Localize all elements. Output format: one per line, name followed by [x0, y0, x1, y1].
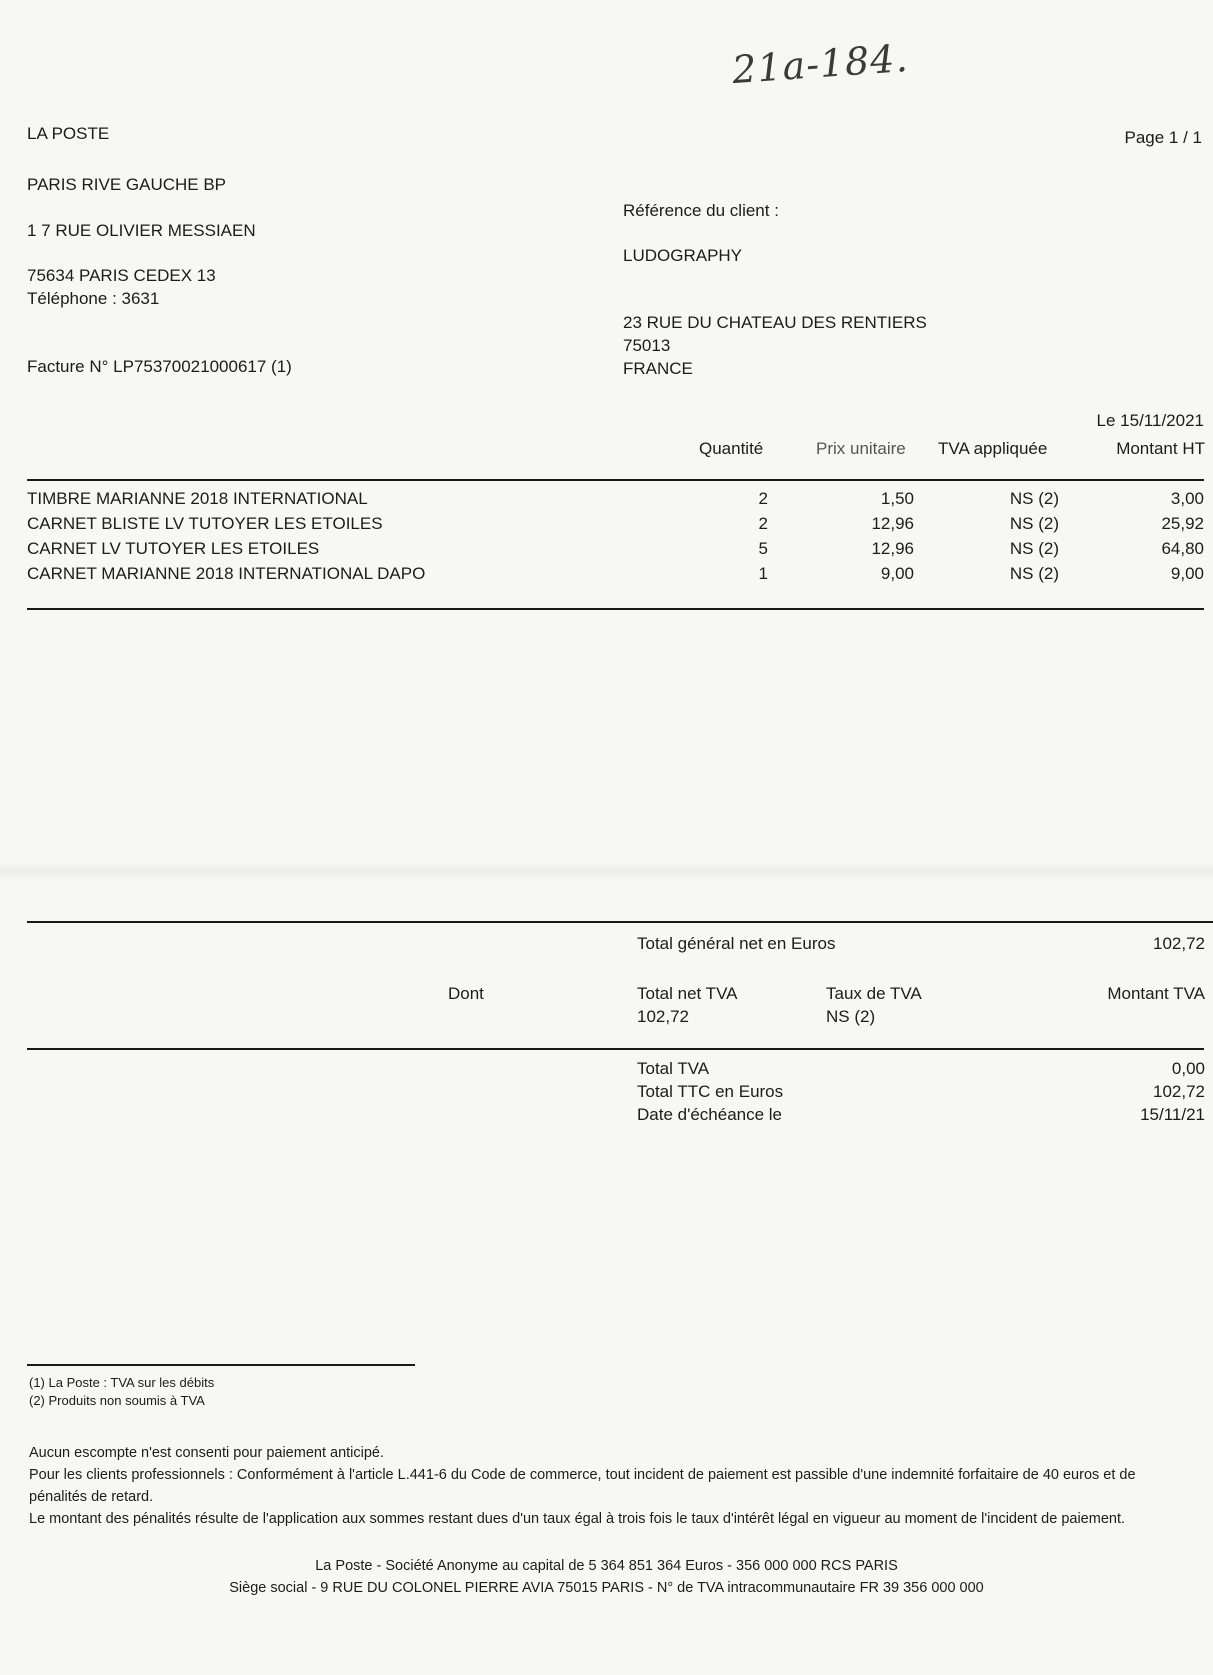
sender-street: 1 7 RUE OLIVIER MESSIAEN [27, 221, 256, 240]
table-row [0, 489, 1213, 513]
client-country: FRANCE [623, 359, 693, 378]
total-general-label: Total général net en Euros [637, 934, 836, 953]
vat-rate-value: NS (2) [826, 1007, 876, 1026]
header-vat: TVA appliquée [938, 439, 1048, 458]
total-ttc-value: 102,72 [1153, 1082, 1205, 1101]
footnote-2: (2) Produits non soumis à TVA [29, 1393, 205, 1408]
term-professional: Pour les clients professionnels : Conformément à l'article L.441-6 du Code de commerce, tout incident de paiement est passible d'une indemnité forfaitaire de 40 euros et de pénalités de retard. [29, 1467, 1136, 1505]
row-quantity: 2 [758, 514, 768, 533]
sender-name: LA POSTE [27, 124, 110, 143]
header-amount: Montant HT [1116, 439, 1205, 458]
due-date-label: Date d'échéance le [637, 1105, 783, 1124]
total-vat-label: Total TVA [637, 1059, 710, 1078]
totals-mid-rule [27, 1048, 1204, 1050]
net-vat-label: Total net TVA [637, 984, 738, 1003]
footnote-1: (1) La Poste : TVA sur les débits [29, 1375, 215, 1390]
row-designation: CARNET MARIANNE 2018 INTERNATIONAL DAPO [27, 564, 426, 583]
row-vat: NS (2) [1009, 489, 1059, 508]
table-bottom-rule [27, 608, 1204, 610]
row-vat: NS (2) [1009, 564, 1059, 583]
client-name: LUDOGRAPHY [623, 246, 743, 265]
row-amount: 9,00 [1170, 564, 1204, 583]
dont-label: Dont [448, 984, 484, 1003]
totals-top-rule [27, 921, 1213, 923]
total-vat-value: 0,00 [1171, 1059, 1205, 1078]
table-row [0, 514, 1213, 538]
invoice-number: Facture N° LP75370021000617 (1) [27, 357, 292, 376]
row-quantity: 1 [758, 564, 768, 583]
row-unit-price: 1,50 [880, 489, 914, 508]
row-amount: 25,92 [1161, 514, 1204, 533]
table-row [0, 539, 1213, 563]
footnote-rule [27, 1364, 415, 1366]
row-vat: NS (2) [1009, 514, 1059, 533]
sender-phone: Téléphone : 3631 [27, 289, 160, 308]
row-unit-price: 9,00 [880, 564, 914, 583]
company-footer-line2: Siège social - 9 RUE DU COLONEL PIERRE AVIA 75015 PARIS - N° de TVA intracommunautaire FR 39 356 000 000 [229, 1580, 984, 1596]
invoice-date: Le 15/11/2021 [1096, 411, 1204, 430]
row-amount: 3,00 [1170, 489, 1204, 508]
row-designation: CARNET BLISTE LV TUTOYER LES ETOILES [27, 514, 383, 533]
vat-rate-label: Taux de TVA [826, 984, 922, 1003]
net-vat-value: 102,72 [637, 1007, 689, 1026]
row-unit-price: 12,96 [871, 539, 914, 558]
total-ttc-label: Total TTC en Euros [637, 1082, 784, 1101]
paper-fold [0, 862, 1213, 880]
sender-office: PARIS RIVE GAUCHE BP [27, 175, 227, 194]
table-row [0, 564, 1213, 588]
client-ref-label: Référence du client : [623, 201, 779, 220]
row-quantity: 2 [758, 489, 768, 508]
row-amount: 64,80 [1161, 539, 1204, 558]
client-postcode: 75013 [623, 336, 671, 355]
row-designation: TIMBRE MARIANNE 2018 INTERNATIONAL [27, 489, 368, 508]
header-unit-price: Prix unitaire [816, 439, 906, 458]
row-designation: CARNET LV TUTOYER LES ETOILES [27, 539, 320, 558]
row-quantity: 5 [758, 539, 768, 558]
vat-amount-label: Montant TVA [1107, 984, 1205, 1003]
row-unit-price: 12,96 [871, 514, 914, 533]
sender-city: 75634 PARIS CEDEX 13 [27, 266, 216, 285]
row-vat: NS (2) [1009, 539, 1059, 558]
term-penalties: Le montant des pénalités résulte de l'application aux sommes restant dues d'un taux égal à trois fois le taux d'intérêt légal en vigueur au moment de l'incident de paiement. [29, 1511, 1126, 1527]
handwritten-note: 21a-184. [730, 35, 910, 93]
table-top-rule [27, 479, 1204, 481]
term-no-discount: Aucun escompte n'est consenti pour paiement anticipé. [29, 1445, 385, 1461]
due-date-value: 15/11/21 [1140, 1105, 1205, 1124]
client-street: 23 RUE DU CHATEAU DES RENTIERS [623, 313, 927, 332]
header-quantity: Quantité [699, 439, 764, 458]
page-number: Page 1 / 1 [1124, 128, 1202, 147]
company-footer-line1: La Poste - Société Anonyme au capital de 5 364 851 364 Euros - 356 000 000 RCS PARIS [315, 1558, 898, 1574]
total-general-value: 102,72 [1153, 934, 1205, 953]
